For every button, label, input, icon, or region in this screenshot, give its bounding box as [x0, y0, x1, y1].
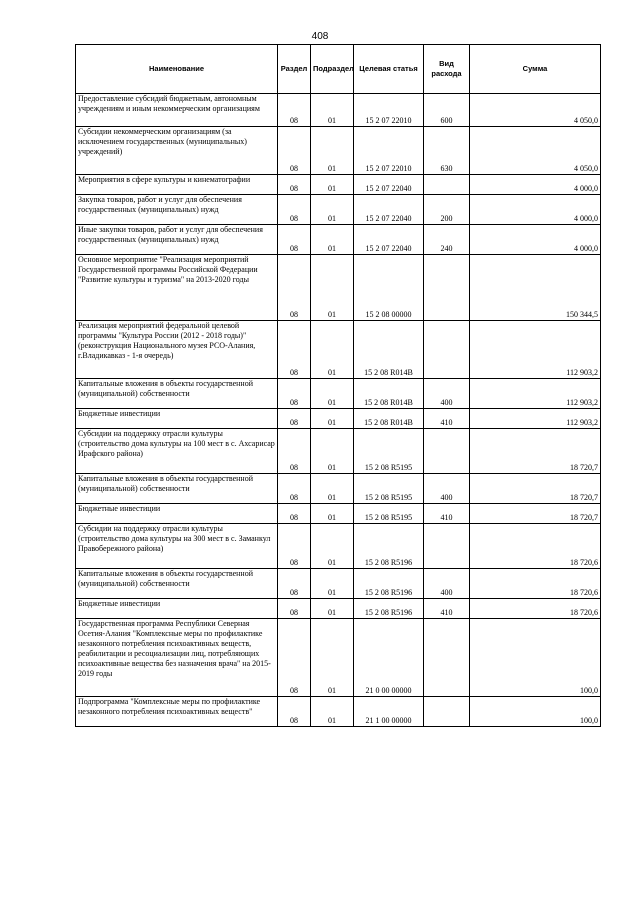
table-row [76, 409, 601, 429]
cell-vid: 410 [424, 409, 470, 429]
table-row [76, 175, 601, 195]
cell-vid: 240 [424, 225, 470, 255]
cell-statya: 15 2 07 22040 [354, 175, 424, 195]
cell-summa: 4 050,0 [470, 127, 601, 175]
table-row [76, 225, 601, 255]
cell-summa: 112 903,2 [470, 409, 601, 429]
cell-summa: 4 050,0 [470, 94, 601, 127]
cell-podrazdel: 01 [311, 225, 354, 255]
cell-podrazdel: 01 [311, 195, 354, 225]
cell-razdel: 08 [278, 524, 311, 569]
cell-summa: 18 720,6 [470, 599, 601, 619]
cell-vid: 410 [424, 599, 470, 619]
cell-summa: 100,0 [470, 619, 601, 697]
cell-vid: 600 [424, 94, 470, 127]
cell-razdel: 08 [278, 175, 311, 195]
cell-razdel: 08 [278, 127, 311, 175]
cell-name: Иные закупки товаров, работ и услуг для обеспечения государственных (муниципальных) нужд [76, 225, 278, 255]
cell-vid: 400 [424, 474, 470, 504]
cell-summa: 4 000,0 [470, 225, 601, 255]
cell-podrazdel: 01 [311, 127, 354, 175]
cell-podrazdel: 01 [311, 569, 354, 599]
cell-razdel: 08 [278, 569, 311, 599]
cell-razdel: 08 [278, 409, 311, 429]
cell-name: Бюджетные инвестиции [76, 409, 278, 429]
cell-podrazdel: 01 [311, 429, 354, 474]
cell-summa: 150 344,5 [470, 255, 601, 321]
cell-vid: 400 [424, 379, 470, 409]
cell-statya: 15 2 08 R5195 [354, 474, 424, 504]
header-name: Наименование [76, 45, 278, 94]
cell-razdel: 08 [278, 474, 311, 504]
cell-vid [424, 429, 470, 474]
cell-name: Основное мероприятие "Реализация мероприятий Государственной программы Российской Федерации "Развитие культуры и туризма" на 2013-2020 годы [76, 255, 278, 321]
cell-name: Реализация мероприятий федеральной целевой программы "Культура России (2012 - 2018 годы)" (реконструкция Национального музея РСО-Алания, г.Владикавказ - 1-я очередь) [76, 321, 278, 379]
cell-summa: 18 720,7 [470, 474, 601, 504]
table-row [76, 599, 601, 619]
cell-vid [424, 321, 470, 379]
cell-vid [424, 697, 470, 727]
cell-vid [424, 619, 470, 697]
cell-name: Предоставление субсидий бюджетным, автономным учреждениям и иным некоммерческим организациям [76, 94, 278, 127]
cell-vid: 200 [424, 195, 470, 225]
cell-razdel: 08 [278, 225, 311, 255]
table-row [76, 619, 601, 697]
cell-statya: 21 0 00 00000 [354, 619, 424, 697]
cell-name: Субсидии на поддержку отрасли культуры (строительство дома культуры на 100 мест в с. Ахсарисар Ирафского района) [76, 429, 278, 474]
cell-razdel: 08 [278, 94, 311, 127]
cell-name: Бюджетные инвестиции [76, 504, 278, 524]
cell-vid: 630 [424, 127, 470, 175]
cell-vid: 410 [424, 504, 470, 524]
cell-podrazdel: 01 [311, 94, 354, 127]
cell-razdel: 08 [278, 599, 311, 619]
cell-razdel: 08 [278, 255, 311, 321]
cell-razdel: 08 [278, 619, 311, 697]
cell-statya: 21 1 00 00000 [354, 697, 424, 727]
cell-podrazdel: 01 [311, 255, 354, 321]
cell-podrazdel: 01 [311, 697, 354, 727]
cell-podrazdel: 01 [311, 321, 354, 379]
cell-podrazdel: 01 [311, 379, 354, 409]
cell-name: Капитальные вложения в объекты государственной (муниципальной) собственности [76, 474, 278, 504]
cell-vid [424, 524, 470, 569]
cell-summa: 112 903,2 [470, 379, 601, 409]
cell-vid: 400 [424, 569, 470, 599]
cell-summa: 4 000,0 [470, 195, 601, 225]
table-row [76, 504, 601, 524]
header-summa: Сумма [470, 45, 601, 94]
cell-name: Государственная программа Республики Северная Осетия-Алания "Комплексные меры по профилактике незаконного потребления психоактивных веществ, реабилитации и ресоциализации лиц, потребляющих психоактивные вещества без назначения врача" на 2015-2019 годы [76, 619, 278, 697]
cell-razdel: 08 [278, 697, 311, 727]
cell-summa: 112 903,2 [470, 321, 601, 379]
table-row [76, 524, 601, 569]
cell-statya: 15 2 08 00000 [354, 255, 424, 321]
table-row [76, 127, 601, 175]
cell-podrazdel: 01 [311, 474, 354, 504]
cell-name: Бюджетные инвестиции [76, 599, 278, 619]
header-razdel: Раздел [278, 45, 311, 94]
cell-razdel: 08 [278, 379, 311, 409]
cell-statya: 15 2 08 R014B [354, 321, 424, 379]
cell-statya: 15 2 08 R5195 [354, 429, 424, 474]
cell-statya: 15 2 07 22040 [354, 195, 424, 225]
cell-razdel: 08 [278, 504, 311, 524]
cell-statya: 15 2 07 22010 [354, 94, 424, 127]
cell-razdel: 08 [278, 429, 311, 474]
cell-summa: 18 720,7 [470, 429, 601, 474]
cell-summa: 18 720,6 [470, 569, 601, 599]
budget-table [75, 44, 601, 727]
cell-podrazdel: 01 [311, 409, 354, 429]
cell-vid [424, 255, 470, 321]
cell-name: Субсидии некоммерческим организациям (за исключением государственных (муниципальных) учреждений) [76, 127, 278, 175]
header-statya: Целевая статья [354, 45, 424, 94]
table-row [76, 255, 601, 321]
cell-summa: 100,0 [470, 697, 601, 727]
cell-statya: 15 2 08 R5196 [354, 599, 424, 619]
cell-razdel: 08 [278, 195, 311, 225]
cell-name: Мероприятия в сфере культуры и кинематографии [76, 175, 278, 195]
cell-statya: 15 2 08 R5196 [354, 569, 424, 599]
cell-statya: 15 2 08 R5196 [354, 524, 424, 569]
cell-podrazdel: 01 [311, 619, 354, 697]
cell-statya: 15 2 07 22010 [354, 127, 424, 175]
table-row [76, 379, 601, 409]
cell-name: Капитальные вложения в объекты государственной (муниципальной) собственности [76, 569, 278, 599]
cell-name: Капитальные вложения в объекты государственной (муниципальной) собственности [76, 379, 278, 409]
page-number: 408 [311, 31, 329, 42]
table-row [76, 321, 601, 379]
cell-razdel: 08 [278, 321, 311, 379]
cell-summa: 18 720,7 [470, 504, 601, 524]
table-header-row [76, 45, 601, 94]
table-row [76, 697, 601, 727]
table-row [76, 94, 601, 127]
cell-podrazdel: 01 [311, 504, 354, 524]
cell-podrazdel: 01 [311, 524, 354, 569]
cell-statya: 15 2 07 22040 [354, 225, 424, 255]
cell-name: Подпрограмма "Комплексные меры по профилактике незаконного потребления психоактивных веществ" [76, 697, 278, 727]
table-row [76, 569, 601, 599]
header-podrazdel: Подраздел [311, 45, 354, 94]
table-row [76, 429, 601, 474]
cell-statya: 15 2 08 R5195 [354, 504, 424, 524]
cell-podrazdel: 01 [311, 599, 354, 619]
table-row [76, 195, 601, 225]
table-row [76, 474, 601, 504]
cell-summa: 18 720,6 [470, 524, 601, 569]
cell-podrazdel: 01 [311, 175, 354, 195]
cell-statya: 15 2 08 R014B [354, 409, 424, 429]
cell-vid [424, 175, 470, 195]
cell-statya: 15 2 08 R014B [354, 379, 424, 409]
cell-summa: 4 000,0 [470, 175, 601, 195]
header-vid: Вид расхода [424, 45, 470, 94]
cell-name: Субсидии на поддержку отрасли культуры (строительство дома культуры на 300 мест в с. Заманкул Правобережного района) [76, 524, 278, 569]
cell-name: Закупка товаров, работ и услуг для обеспечения государственных (муниципальных) нужд [76, 195, 278, 225]
